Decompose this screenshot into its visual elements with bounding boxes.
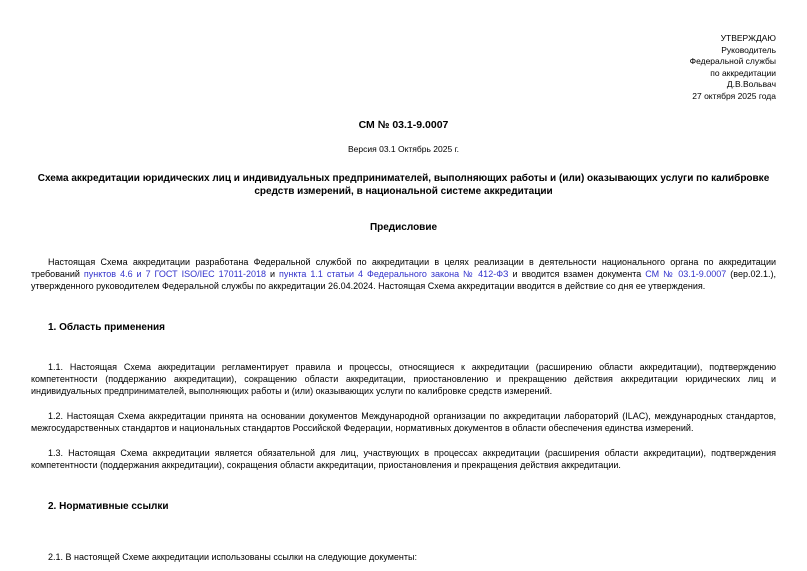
approval-line-approved: УТВЕРЖДАЮ: [720, 33, 776, 43]
link-federal-law-412[interactable]: пункта 1.1 статьи 4 Федерального закона № 412-ФЗ: [278, 269, 509, 279]
paragraph-2-1: 2.1. В настоящей Схеме аккредитации использованы ссылки на следующие документы:: [48, 552, 417, 562]
approval-line-agency-1: Федеральной службы: [689, 56, 776, 66]
preface-text-1: Настоящая Схема аккредитации разработана Федеральной службой по аккредитации в целях реализации в деятельности национального органа по аккредитации требований: [31, 257, 776, 279]
version-line: Версия 03.1 Октябрь 2025 г.: [348, 144, 459, 154]
paragraph-1-2: 1.2. Настоящая Схема аккредитации принята на основании документов Международной организации по аккредитации лабораторий (ILAC), международных стандартов, межгосударственных стандартов и национальных стандартов Российской Федерации, нормативных документов в области обеспечения единства измерений.: [31, 411, 776, 433]
link-gost-iso-iec-17011[interactable]: пунктов 4.6 и 7 ГОСТ ISO/IEC 17011-2018: [83, 269, 266, 279]
approval-line-signer: Д.В.Вольвач: [726, 79, 776, 89]
preface-text-2: и: [265, 269, 279, 279]
approval-line-agency-2: по аккредитации: [710, 67, 776, 78]
preface-text-3: и вводится взамен документа: [508, 269, 646, 279]
preface-text-4: (вер.02.1.), утвержденного руководителем Федеральной службы по аккредитации 26.04.2024. Настоящая Схема аккредитации вводится в действие со дня ее утверждения.: [31, 269, 776, 291]
paragraph-1-1: 1.1. Настоящая Схема аккредитации регламентирует правила и процессы, относящиеся к аккредитации (расширению области аккредитации), подтверждению компетентности (поддержанию аккредитации), сокращению области аккредитации, приостановлению и прекращению действия аккредитации юридических лиц и индивидуальных предпринимателей, выполняющих работы и (или) оказывающих услуги по калибровке средств измерений.: [31, 362, 776, 396]
document-title: Схема аккредитации юридических лиц и индивидуальных предпринимателей, выполняющих работы и (или) оказывающих услуги по калибровке средств измерений, в национальной системе аккредитации: [37, 173, 770, 197]
approval-line-date: 27 октября 2025 года: [692, 90, 776, 101]
preface-heading: Предисловие: [369, 222, 438, 233]
section-1-heading: 1. Область применения: [48, 322, 166, 333]
approval-line-role: Руководитель: [721, 44, 776, 55]
approval-block: [31, 33, 776, 102]
link-previous-document[interactable]: СМ № 03.1-9.0007: [645, 269, 727, 279]
document-number: СМ № 03.1-9.0007: [358, 119, 449, 131]
preface-paragraph: [31, 256, 776, 292]
paragraph-1-3: 1.3. Настоящая Схема аккредитации является обязательной для лиц, участвующих в процессах аккредитации (расширения области аккредитации), подтверждения компетентности (поддержания аккредитации), сокращения области аккредитации, приостановления и прекращения действия аккредитации.: [31, 448, 776, 470]
section-2-heading: 2. Нормативные ссылки: [48, 501, 169, 512]
